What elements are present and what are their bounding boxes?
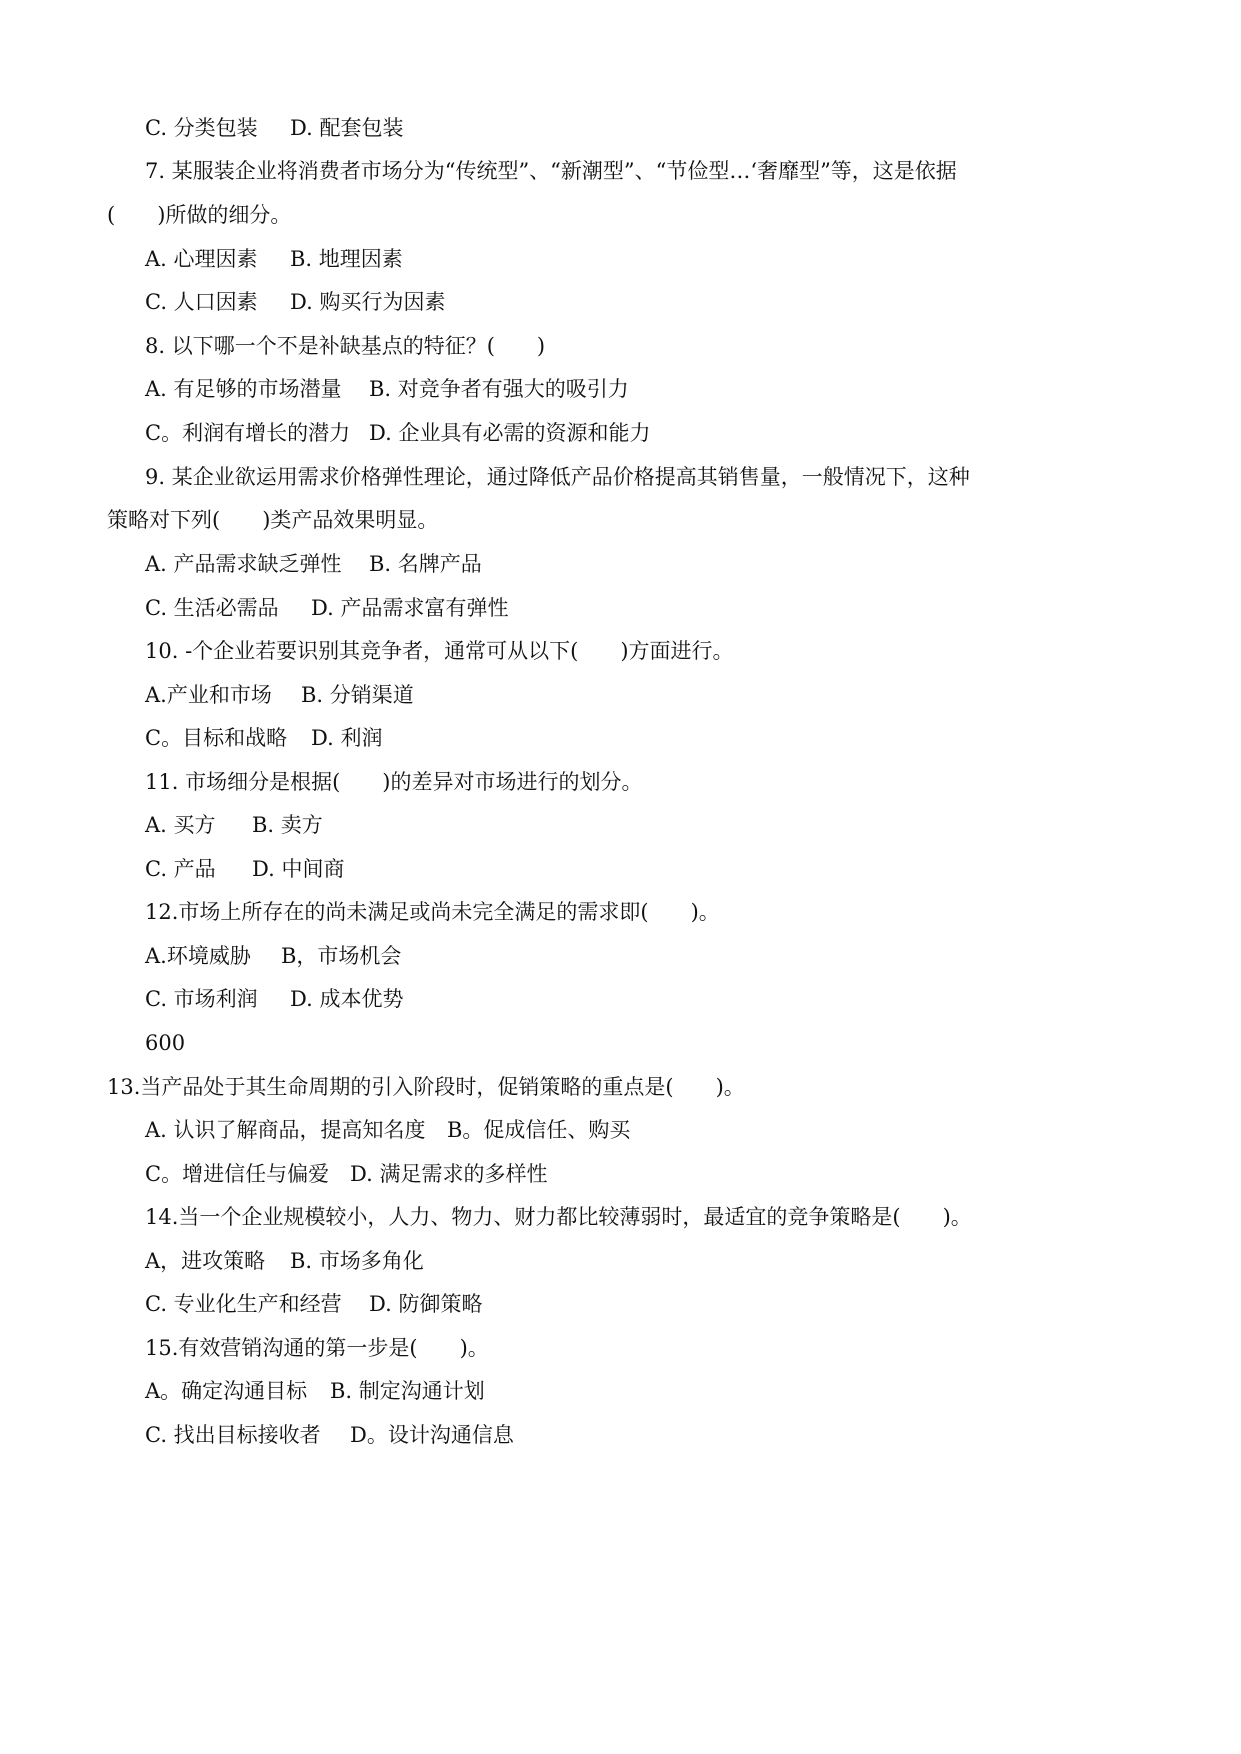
question-9: 9. 某企业欲运用需求价格弹性理论，通过降低产品价格提高其销售量，一般情况下，这种: [145, 465, 970, 489]
option-d: D. 满足需求的多样性: [350, 1162, 548, 1186]
option-c: C。目标和战略: [145, 726, 288, 750]
option-a: A. 产品需求缺乏弹性: [145, 552, 342, 576]
option-b: B. 制定沟通计划: [330, 1379, 485, 1403]
options-14ab: [145, 1247, 424, 1275]
option-a: A.产业和市场: [145, 683, 272, 707]
question-8: 8. 以下哪一个不是补缺基点的特征？( ): [145, 334, 546, 358]
option-d: D. 中间商: [252, 857, 345, 881]
option-c: C. 生活必需品: [145, 596, 279, 620]
option-a: A。确定沟通目标: [145, 1379, 308, 1403]
option-d: D. 购买行为因素: [290, 290, 446, 314]
option-a: A，进攻策略: [145, 1249, 266, 1273]
option-c: C. 产品: [145, 857, 216, 881]
question-7-cont: ( )所做的细分。: [107, 203, 292, 227]
question-11: 11. 市场细分是根据( )的差异对市场进行的划分。: [145, 770, 643, 794]
options-10cd: [145, 724, 382, 752]
option-d: D. 企业具有必需的资源和能力: [369, 421, 651, 445]
option-b: B. 对竞争者有强大的吸引力: [369, 377, 629, 401]
question-12: 12.市场上所存在的尚未满足或尚未完全满足的需求即( )。: [145, 900, 720, 924]
options-9cd: [145, 594, 508, 622]
options-13ab: [145, 1116, 630, 1144]
option-d: D. 产品需求富有弹性: [311, 596, 509, 620]
question-10: 10. -个企业若要识别其竞争者，通常可从以下( )方面进行。: [145, 639, 734, 663]
option-c: C。增进信任与偏爱: [145, 1162, 330, 1186]
question-13: 13.当产品处于其生命周期的引入阶段时，促销策略的重点是( )。: [107, 1075, 745, 1099]
page-number: 600: [145, 1031, 186, 1055]
option-d: D. 配套包装: [290, 116, 404, 140]
option-c: C. 分类包装: [145, 116, 258, 140]
options-12cd: [145, 985, 403, 1013]
options-7cd: [145, 288, 445, 316]
options-13cd: [145, 1160, 547, 1188]
options-10ab: [145, 681, 414, 709]
option-a: A. 心理因素: [145, 247, 258, 271]
option-c: C. 专业化生产和经营: [145, 1292, 342, 1316]
options-15ab: [145, 1377, 485, 1405]
option-b: B. 分销渠道: [301, 683, 414, 707]
options-6cd: [145, 114, 403, 142]
options-9ab: [145, 550, 482, 578]
option-b: B，市场机会: [281, 944, 402, 968]
options-15cd: [145, 1421, 514, 1449]
options-12ab: [145, 942, 401, 970]
option-a: A. 认识了解商品，提高知名度: [145, 1118, 426, 1142]
option-c: C. 市场利润: [145, 987, 258, 1011]
option-d: D。设计沟通信息: [350, 1423, 514, 1447]
options-7ab: [145, 245, 403, 273]
question-14: 14.当一个企业规模较小，人力、物力、财力都比较薄弱时，最适宜的竞争策略是( )。: [145, 1205, 972, 1229]
option-b: B. 名牌产品: [369, 552, 482, 576]
option-a: A.环境威胁: [145, 944, 251, 968]
option-b: B. 地理因素: [290, 247, 403, 271]
option-d: D. 成本优势: [290, 987, 404, 1011]
option-a: A. 买方: [145, 813, 216, 837]
option-c: C。利润有增长的潜力: [145, 421, 351, 445]
option-c: C. 人口因素: [145, 290, 258, 314]
option-b: B. 卖方: [252, 813, 323, 837]
option-d: D. 防御策略: [369, 1292, 483, 1316]
option-b: B. 市场多角化: [290, 1249, 424, 1273]
options-11cd: [145, 855, 344, 883]
option-a: A. 有足够的市场潜量: [145, 377, 342, 401]
option-c: C. 找出目标接收者: [145, 1423, 321, 1447]
options-14cd: [145, 1290, 482, 1318]
question-9-cont: 策略对下列( )类产品效果明显。: [107, 508, 439, 532]
question-7: 7. 某服装企业将消费者市场分为“传统型”、“新潮型”、“节俭型…‘奢靡型”等，这是依据: [145, 159, 957, 183]
question-15: 15.有效营销沟通的第一步是( )。: [145, 1336, 489, 1360]
option-d: D. 利润: [311, 726, 383, 750]
options-11ab: [145, 811, 323, 839]
options-8cd: [145, 419, 650, 447]
options-8ab: [145, 375, 629, 403]
option-b: B。促成信任、购买: [447, 1118, 631, 1142]
